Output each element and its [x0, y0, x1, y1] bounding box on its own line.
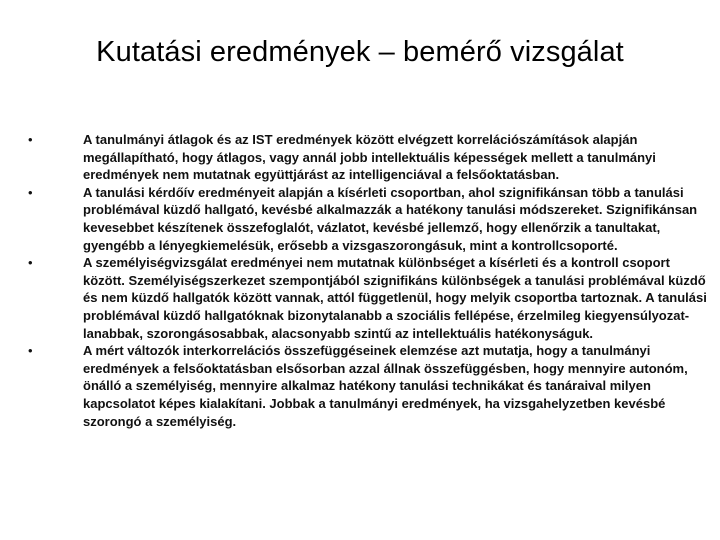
bullet-text: A tanulmányi átlagok és az IST eredmények között elvégzett korrelációszámítások alapján megállapítható, hogy átlagos, vagy annál jobb intellektuális képességek mellett a tanulmányi eredmények nem mutatnak együttjárást az intelligenciával a felsőoktatásban. — [83, 132, 656, 183]
bullet-dot-icon: • — [28, 255, 33, 271]
bullet-text: A tanulási kérdőív eredményeit alapján a kísérleti csoportban, ahol szignifikánsan több a tanulási problémával küzdő hallgató, kevésbé alkalmazzák a hatékony tanulási módszereket. Szignifikánsan kevesebbet készítenek összefoglalót, vázlatot, kevésbé jellemző, hogy ellenőrzik a tanultakat, gyengébb a lényegkiemelésük, erősebb a vizsgaszorongásuk, mint a kontrollcsoporté. — [83, 184, 698, 253]
bullet-item — [28, 131, 708, 184]
slide-title: Kutatási eredmények – bemérő vizsgálat — [96, 36, 624, 68]
bullet-item — [28, 254, 708, 342]
bullet-item — [28, 184, 708, 254]
bullet-list — [28, 131, 708, 430]
bullet-dot-icon: • — [28, 184, 33, 200]
bullet-dot-icon: • — [28, 132, 33, 147]
bullet-dot-icon: • — [28, 343, 33, 359]
bullet-text: A mért változók interkorrelációs összefüggéseinek elemzése azt mutatja, hogy a tanulmányi eredmények a felsőoktatásban elsősorban azzal állnak összefüggésben, hogy mennyire autonóm, önálló a személyiség, mennyire alkalmaz hatékony tanulási technikákat és tanáraival milyen kapcsolatot képes kialakítani. Jobbak a tanulmányi eredmények, ha vizsgahelyzetben kevésbé szorongó a személyiség. — [83, 343, 688, 429]
bullet-item — [28, 342, 708, 430]
bullet-text: A személyiségvizsgálat eredményei nem mutatnak különbséget a kísérleti és a kontroll csoport között. Személyiségszerkezet szempontjából szignifikáns különbségek a tanulási problémával küzdő és nem küzdő hallgatók között vannak, attól függetlenül, hogy melyik csoportba tartoznak. A tanulási problémával küzdő hallgatóknak bizonytalanabb a szociális fellépése, érzelmileg kiegyensúlyozat-lanabbak, szorongásosabbak, alacsonyabb szintű az intellektuális hatékonyságuk. — [83, 255, 707, 341]
